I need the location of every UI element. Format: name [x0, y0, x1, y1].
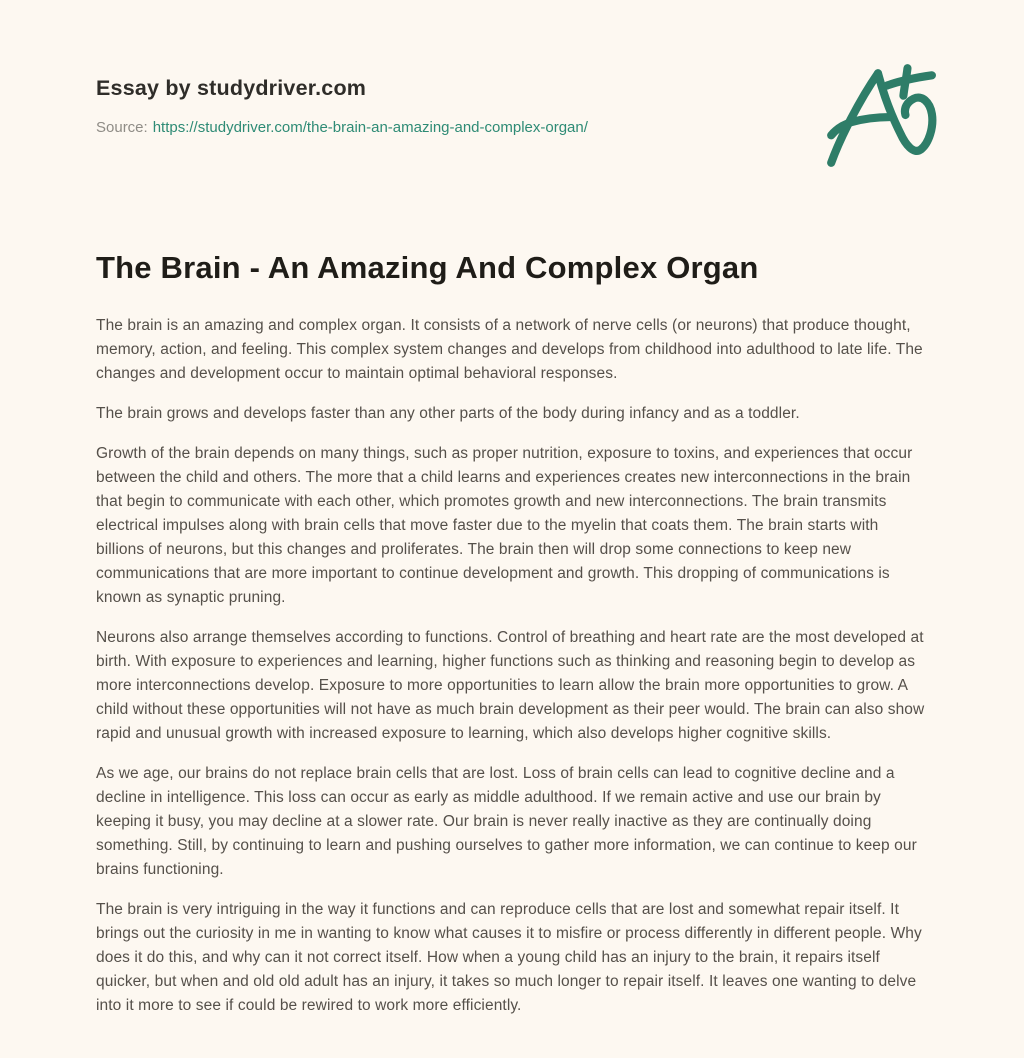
- header-title: Essay by studydriver.com: [96, 76, 367, 100]
- essay-paragraph-5: As we age, our brains do not replace brain cells that are lost. Loss of brain cells can lead to cognitive decline and a decline in intelligence. This loss can occur as early as middle adulthood. If we remain active and use our brain by keeping it busy, you may decline at a slower rate. Our brain is never really inactive as they are continually doing something. Still, by continuing to learn and pushing ourselves to gather more information, we can continue to keep our brains functioning.: [96, 765, 917, 878]
- source-url-link[interactable]: https://studydriver.com/the-brain-an-amazing-and-complex-organ/: [152, 119, 588, 136]
- essay-paragraph-3: Growth of the brain depends on many things, such as proper nutrition, exposure to toxins, and experiences that occur between the child and others. The more that a child learns and experiences creates new interconnections in the brain that begin to communicate with each other, which promotes growth and new interconnections. The brain transmits electrical impulses along with brain cells that move faster due to the myelin that coats them. The brain starts with billions of neurons, but this changes and proliferates. The brain then will drop some connections to keep new communications that are more important to continue development and growth. This dropping of communications is known as synaptic pruning.: [96, 445, 913, 606]
- a-plus-logo-icon: [820, 58, 938, 172]
- essay-paragraph-6: The brain is very intriguing in the way it functions and can reproduce cells that are lost and somewhat repair itself. It brings out the curiosity in me in wanting to know what causes it to misfire or process differently in different people. Why does it do this, and why can it not correct itself. How when a young child has an injury to the brain, it repairs itself quicker, but when and old old adult has an injury, it takes so much longer to repair itself. It leaves one wanting to delve into it more to see if could be rewired to work more efficiently.: [96, 901, 922, 1014]
- essay-paragraph-1: The brain is an amazing and complex organ. It consists of a network of nerve cells (or neurons) that produce thought, memory, action, and feeling. This complex system changes and develops from childhood into adulthood to late life. The changes and development occur to maintain optimal behavioral responses.: [96, 317, 923, 382]
- essay-paragraph-2: The brain grows and develops faster than any other parts of the body during infancy and as a toddler.: [96, 405, 800, 422]
- studydriver-logo: [820, 58, 938, 172]
- source-line: [96, 118, 928, 138]
- essay-title: The Brain - An Amazing And Complex Organ: [96, 250, 759, 285]
- page-header: [96, 76, 928, 138]
- essay-paragraph-4: Neurons also arrange themselves according to functions. Control of breathing and heart rate are the most developed at birth. With exposure to experiences and learning, higher functions such as thinking and reasoning begin to develop as more interconnections develop. Exposure to more opportunities to learn allow the brain more opportunities to grow. A child without these opportunities will not have as much brain development as their peer would. The brain can also show rapid and unusual growth with increased exposure to learning, which also develops higher cognitive skills.: [96, 629, 925, 742]
- essay-content: [96, 248, 928, 1018]
- source-label: Source:: [96, 119, 148, 136]
